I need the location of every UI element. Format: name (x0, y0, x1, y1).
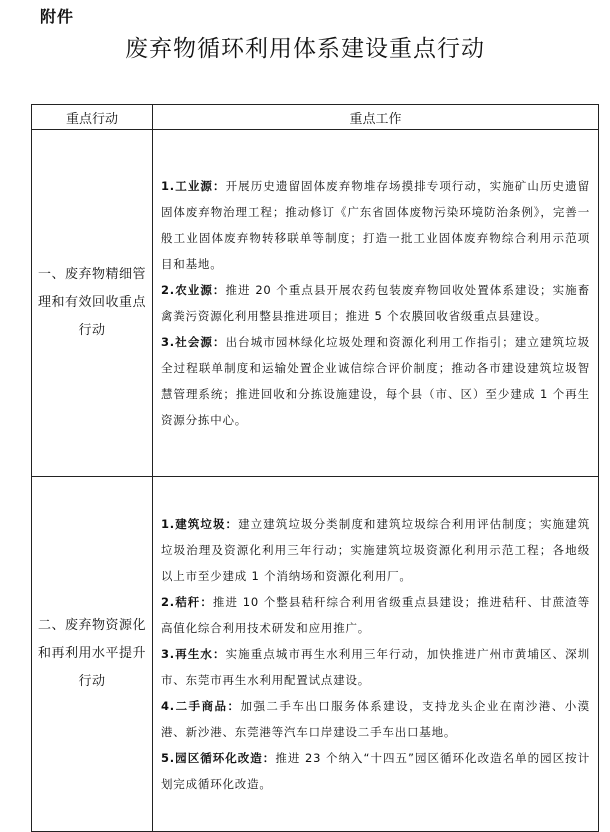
work-item-label: 1.工业源： (161, 179, 226, 193)
action-cell: 二、废弃物资源化和再利用水平提升行动 (32, 477, 153, 832)
work-item-label: 3.社会源： (161, 335, 226, 349)
work-item-text: 实施重点城市再生水利用三年行动，加快推进广州市黄埔区、深圳市、东莞市再生水利用配置试点建设。 (161, 647, 591, 687)
column-header-action: 重点行动 (32, 105, 153, 130)
document-title: 废弃物循环利用体系建设重点行动 (125, 36, 485, 62)
action-cell: 一、废弃物精细管理和有效回收重点行动 (32, 130, 153, 477)
key-actions-table (31, 104, 599, 832)
work-item-label: 4.二手商品： (161, 699, 241, 713)
work-item (161, 173, 590, 277)
table-row (32, 130, 599, 477)
work-cell (153, 477, 599, 832)
work-item-text: 推进 23 个纳入“十四五”园区循环化改造名单的园区按计划完成循环化改造。 (161, 751, 590, 791)
attachment-label: 附件 (40, 7, 75, 26)
work-item (161, 745, 590, 797)
work-item-text: 建立建筑垃圾分类制度和建筑垃圾综合利用评估制度；实施建筑垃圾治理及资源化利用三年行动；实施建筑垃圾资源化利用示范工程；各地级以上市至少建成 1 个消纳场和资源化利用厂。 (161, 517, 590, 583)
column-header-work: 重点工作 (153, 105, 599, 130)
work-item-text: 推进 20 个重点县开展农药包装废弃物回收处置体系建设；实施畜禽粪污资源化利用整县推进项目；推进 5 个农膜回收省级重点县建设。 (161, 283, 591, 323)
work-item-label: 3.再生水： (161, 647, 226, 661)
work-item-text: 加强二手车出口服务体系建设，支持龙头企业在南沙港、小漠港、新沙港、东莞港等汽车口岸建设二手车出口基地。 (161, 699, 590, 739)
work-item (161, 277, 590, 329)
work-item-label: 5.园区循环化改造： (161, 751, 276, 765)
work-item-text: 开展历史遗留固体废弃物堆存场摸排专项行动，实施矿山历史遗留固体废弃物治理工程；推动修订《广东省固体废物污染环境防治条例》，完善一般工业固体废弃物转移联单等制度；打造一批工业固体废弃物综合利用示范项目和基地。 (161, 179, 591, 271)
work-item-label: 1.建筑垃圾： (161, 517, 239, 531)
work-item-label: 2.秸秆： (161, 595, 213, 609)
work-item (161, 589, 590, 641)
table-row (32, 477, 599, 832)
work-item (161, 329, 590, 433)
work-item-text: 推进 10 个整县秸秆综合利用省级重点县建设；推进秸秆、甘蔗渣等高值化综合利用技术研发和应用推广。 (161, 595, 591, 635)
table-header-row (32, 105, 599, 130)
work-item (161, 511, 590, 589)
work-cell (153, 130, 599, 477)
work-item (161, 693, 590, 745)
work-item-label: 2.农业源： (161, 283, 226, 297)
work-item-text: 出台城市园林绿化垃圾处理和资源化利用工作指引；建立建筑垃圾全过程联单制度和运输处置企业诚信综合评价制度；推动各市建设建筑垃圾智慧管理系统；推进回收和分拣设施建设，每个县（市、区）至少建成 1 个再生资源分拣中心。 (161, 335, 591, 427)
work-item (161, 641, 590, 693)
